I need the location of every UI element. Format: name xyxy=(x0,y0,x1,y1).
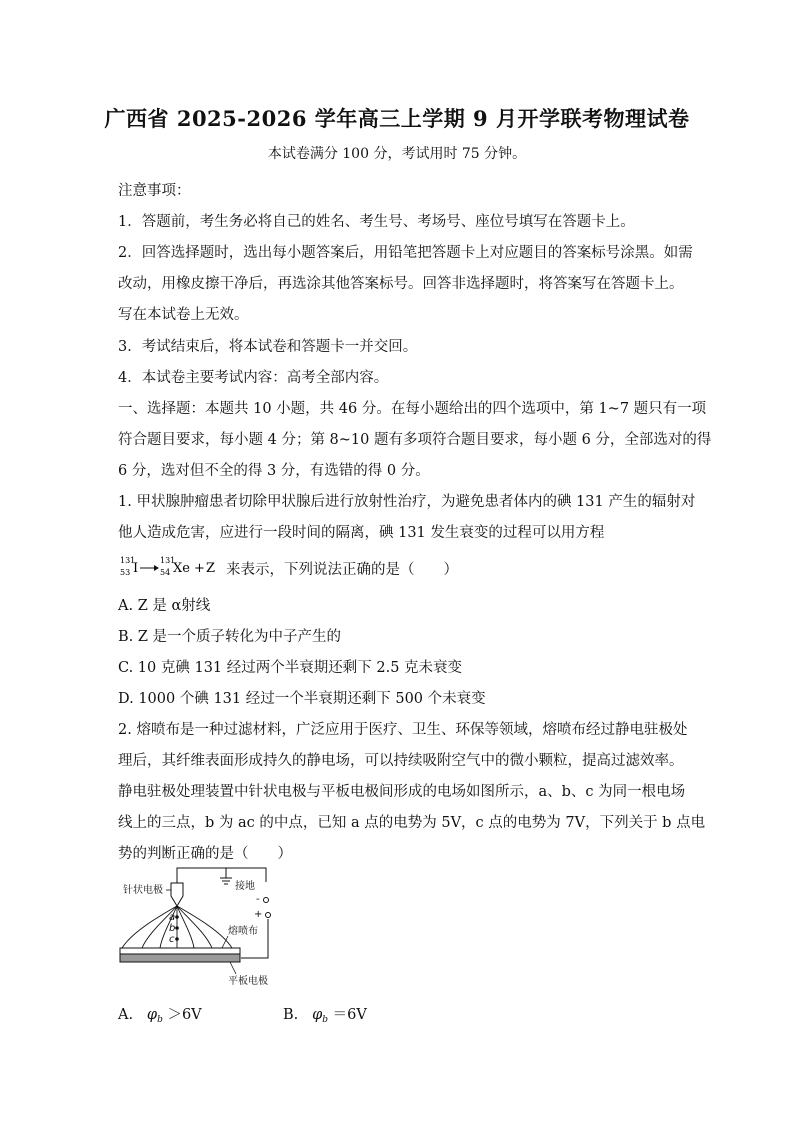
needle-label: 针状电极 xyxy=(123,885,163,896)
needle-electrode xyxy=(171,883,183,906)
phi-symbol: φ xyxy=(146,1007,158,1023)
q2-stem: 线上的三点，b 为 ac 的中点，已知 a 点的电势为 5V，c 点的电势为 7V，下列关于 b 点电 xyxy=(118,815,706,831)
point-c-dot xyxy=(175,937,179,941)
arrow-head xyxy=(154,565,159,571)
point-c-label: c xyxy=(169,934,175,945)
notice-line: 1．答题前，考生务必将自己的姓名、考生号、考场号、座位号填写在答题卡上。 xyxy=(118,214,635,230)
option-letter: B. xyxy=(283,1007,299,1023)
notice-heading: 注意事项： xyxy=(118,183,191,199)
cloth-label: 熔喷布 xyxy=(228,926,258,937)
notice-line: 3．考试结束后，将本试卷和答题卡一并交回。 xyxy=(118,339,418,355)
ground-label: 接地 xyxy=(235,881,255,892)
terminal-minus: - xyxy=(256,894,260,905)
notice-line: 写在本试卷上无效。 xyxy=(118,307,249,323)
terminal-plus-dot xyxy=(266,913,271,918)
q1-decay-equation xyxy=(118,553,458,579)
plate-electrode xyxy=(120,954,240,962)
mass-number-b: 131 xyxy=(160,556,176,565)
q1-option-d: D. 1000 个碘 131 经过一个半衰期还剩下 500 个未衰变 xyxy=(118,691,486,707)
field-line xyxy=(177,906,212,948)
point-b-dot xyxy=(175,926,179,930)
symbol-a: I xyxy=(133,561,139,576)
section-instructions: 符合题目要求，每小题 4 分；第 8~10 题有多项符合题目要求，每小题 6 分，全部选对的得 xyxy=(118,432,712,448)
decay-equation-formula xyxy=(118,553,222,579)
point-b-label: b xyxy=(169,923,176,934)
mass-number-a: 131 xyxy=(120,556,136,565)
point-a-label: a xyxy=(169,912,176,923)
section-instructions: 一、选择题：本题共 10 小题，共 46 分。在每小题给出的四个选项中，第 1~7 题只有一项 xyxy=(118,401,707,417)
phi-subscript: b xyxy=(322,1015,329,1025)
option-relation: ＞6V xyxy=(167,1007,202,1023)
q2-stem: 势的判断正确的是（ ） xyxy=(118,846,292,862)
charge-number-a: 53 xyxy=(120,568,131,577)
q1-option-c: C. 10 克碘 131 经过两个半衰期还剩下 2.5 克未衰变 xyxy=(118,660,463,676)
q2-stem: 静电驻极处理装置中针状电极与平板电极间形成的电场如图所示，a、b、c 为同一根电场 xyxy=(118,784,686,800)
q1-option-b: B. Z 是一个质子转化为中子产生的 xyxy=(118,629,342,645)
charge-number-b: 54 xyxy=(160,568,171,577)
notice-line: 4．本试卷主要考试内容：高考全部内容。 xyxy=(118,370,389,386)
terminal-minus-dot xyxy=(264,898,269,903)
melt-blown-cloth xyxy=(120,948,240,954)
option-relation: ＝6V xyxy=(332,1007,367,1023)
q1-stem: 1. 甲状腺肿瘤患者切除甲状腺后进行放射性治疗，为避免患者体内的碘 131 产生的辐射对 xyxy=(118,494,696,510)
field-line xyxy=(177,906,232,948)
q1-equation-tail: 来表示，下列说法正确的是（ ） xyxy=(226,562,458,578)
terminal-plus: + xyxy=(254,909,263,920)
q2-stem: 2. 熔喷布是一种过滤材料，广泛应用于医疗、卫生、环保等领域，熔喷布经过静电驻极处 xyxy=(118,722,688,738)
q2-option-b xyxy=(283,1003,367,1025)
notice-line: 改动，用橡皮擦干净后，再选涂其他答案标号。回答非选择题时，将答案写在答题卡上。 xyxy=(118,276,684,292)
plus-sign: + xyxy=(194,561,205,576)
notice-line: 2．回答选择题时，选出每小题答案后，用铅笔把答题卡上对应题目的答案标号涂黑。如需 xyxy=(118,245,693,261)
phi-symbol: φ xyxy=(312,1007,323,1023)
exam-title: 广西省 2025-2026 学年高三上学期 9 月开学联考物理试卷 xyxy=(104,106,690,131)
section-instructions: 6 分，选对但不全的得 3 分，有选错的得 0 分。 xyxy=(118,463,430,479)
phi-subscript: b xyxy=(157,1015,163,1025)
q2-stem: 理后，其纤维表面形成持久的静电场，可以持续吸附空气中的微小颗粒，提高过滤效率。 xyxy=(118,753,684,769)
q1-option-a: A. Z 是 α射线 xyxy=(118,598,211,614)
point-a-dot xyxy=(175,915,179,919)
electrostatic-device-figure xyxy=(118,862,288,992)
symbol-b: Xe xyxy=(173,561,190,576)
symbol-c: Z xyxy=(206,561,216,576)
option-letter: A. xyxy=(118,1007,134,1023)
q2-option-a xyxy=(118,1003,202,1025)
field-line xyxy=(177,906,194,948)
plate-pointer xyxy=(230,962,236,974)
plate-label: 平板电极 xyxy=(228,976,268,987)
wire-bottom xyxy=(241,919,268,958)
exam-subtitle: 本试卷满分 100 分，考试用时 75 分钟。 xyxy=(267,146,527,162)
q1-stem: 他人造成危害，应进行一段时间的隔离，碘 131 发生衰变的过程可以用方程 xyxy=(118,525,605,541)
